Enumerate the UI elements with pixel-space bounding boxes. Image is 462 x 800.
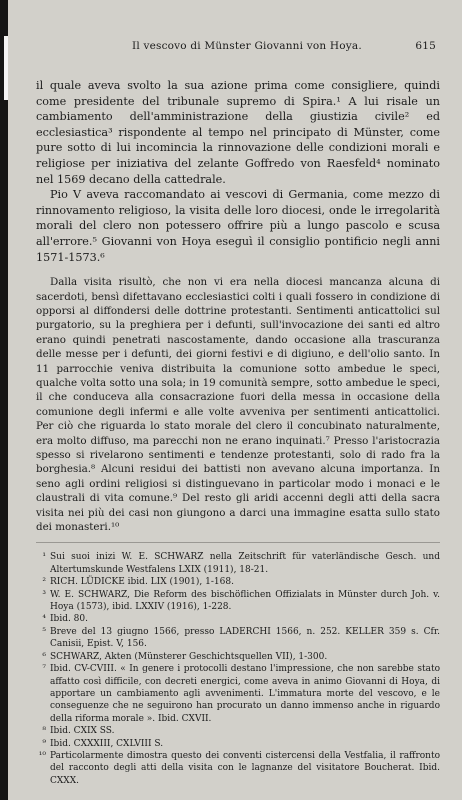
- footnote-number: ²: [42, 577, 46, 588]
- footnote-number: ⁸: [42, 726, 46, 737]
- page-number: 615: [415, 40, 436, 52]
- footnote-number: ⁹: [42, 738, 46, 749]
- running-head-title: Il vescovo di Münster Giovanni von Hoya.: [132, 40, 362, 52]
- footnote-text: Ibid. CXIX SS.: [50, 726, 115, 737]
- footnote: [36, 589, 440, 614]
- main-text: [36, 78, 440, 265]
- footnote-text: RICH. LÜDICKE ibid. LIX (1901), 1-168.: [50, 577, 234, 588]
- footnote-text: SCHWARZ, Akten (Münsterer Geschichtsquellen VII), 1-300.: [50, 651, 328, 662]
- footnote-text: W. E. SCHWARZ, Die Reform des bischöflichen Offizialats in Münster durch Joh. v. Hoya (1573), ibid. LXXIV (1916), 1-228.: [50, 589, 440, 613]
- footnote-number: ¹⁰: [38, 750, 46, 761]
- footnote-number: ⁵: [42, 626, 46, 637]
- footnote-divider: [36, 542, 440, 543]
- footnote-number: ⁴: [42, 614, 46, 625]
- paragraph-2: Pio V aveva raccomandato ai vescovi di Germania, come mezzo di rinnovamento religioso, la visita delle loro diocesi, onde le irregolarità morali del clero non potessero offrire più a lungo pascolo e scusa all'errore.⁵ Giovanni von Hoya eseguì il consiglio pontificio negli anni 1571-1573.⁶: [36, 188, 440, 264]
- paragraph-small: Dalla visita risultò, che non vi era nella diocesi mancanza alcuna di sacerdoti, bensì difettavano ecclesiastici colti i quali fossero in condizione di opporsi al diffondersi delle dottrine protestanti. Sentimenti anticattolici sul purgatorio, su la preghiera per i defunti, sull'invocazione dei santi ed altro erano quindi penetrati nascostamente, dando occasione alla trascuranza delle messe per i defunti, dei giorni festivi e di digiuno, e dell'olio santo. In 11 parrocchie veniva distribuita la comunione sotto ambedue le speci, qualche volta sotto una sola; in 19 comunità sempre, sotto ambedue le speci, il che conduceva alla consacrazione fuori della messa in occasione della comunione degli infermi e alle volte avveniva per sentimenti anticattolici. Per ciò che riguarda lo stato morale del clero il concubinato naturalmente, era molto diffuso, ma parecchi non ne erano inquinati.⁷ Presso l'aristocrazia spesso si rivelarono sentimenti e tendenze protestanti, solo di rado fra la borghesia.⁸ Alcuni residui dei battisti non avevano alcuna importanza. In seno agli ordini religiosi si distinguevano in particolar modo i monaci e le claustrali di vita comune.⁹ Del resto gli aridi accenni degli atti della sacra visita nei più dei casi non giungono a darci una immagine esatta sullo stato dei monasteri.¹⁰: [36, 276, 440, 534]
- binding-strip: [0, 0, 8, 800]
- footnote: [36, 576, 440, 588]
- footnote: [36, 750, 440, 787]
- footnote: [36, 651, 440, 663]
- footnote-number: ⁶: [42, 651, 46, 662]
- footnote: [36, 613, 440, 625]
- footnote: [36, 663, 440, 725]
- footnote-text: Sui suoi inizi W. E. SCHWARZ nella Zeitschrift für vaterländische Gesch. und Altertumskunde Westfalens LXIX (1911), 18-21.: [50, 552, 440, 575]
- footnote-text: Breve del 13 giugno 1566, presso LADERCHI 1566, n. 252. KELLER 359 s. Cfr. Canisii, Epist. V, 156.: [50, 626, 440, 650]
- footnote-text: Particolarmente dimostra questo dei conventi cistercensi della Vestfalia, il raffronto del racconto degli atti della visita con le lagnanze del visitatore Boucherat. Ibid. CXXX.: [50, 750, 440, 786]
- footnote: [36, 551, 440, 576]
- footnote: [36, 738, 440, 750]
- footnote-text: Ibid. CXXXIII, CXLVIII S.: [50, 738, 164, 749]
- footnote-text: Ibid. CV-CVIII. « In genere i protocolli destano l'impressione, che non sarebbe stato affatto così difficile, con decreti energici, come aveva in animo Giovanni di Hoya, di apportare un cambiamento agli avvenimenti. L'immatura morte del vescovo, e le conseguenze che ne seguirono han procurato un danno immenso anche in riguardo della riforma morale ». Ibid. CXVII.: [50, 664, 440, 724]
- paragraph-1: il quale aveva svolto la sua azione prima come consigliere, quindi come presidente del tribunale supremo di Spira.¹ A lui risale un cambiamento dell'amministrazione della giustizia civile² ed ecclesiastica³ rispondente al tempo nel principato di Münster, come pure sotto di lui incomincia la rinnovazione delle condizioni morali e religiose per iniziativa del zelante Goffredo von Raesfeld⁴ nominato nel 1569 decano della cattedrale.: [36, 79, 440, 186]
- footnote-number: ¹: [42, 552, 46, 563]
- footnotes: [36, 551, 440, 787]
- footnote-number: ³: [42, 589, 46, 600]
- running-head: [36, 40, 440, 54]
- footnote-text: Ibid. 80.: [50, 614, 88, 625]
- small-print-section: [36, 275, 440, 534]
- footnote: [36, 626, 440, 651]
- book-page: [8, 0, 462, 800]
- footnote: [36, 725, 440, 737]
- footnote-number: ⁷: [42, 664, 46, 675]
